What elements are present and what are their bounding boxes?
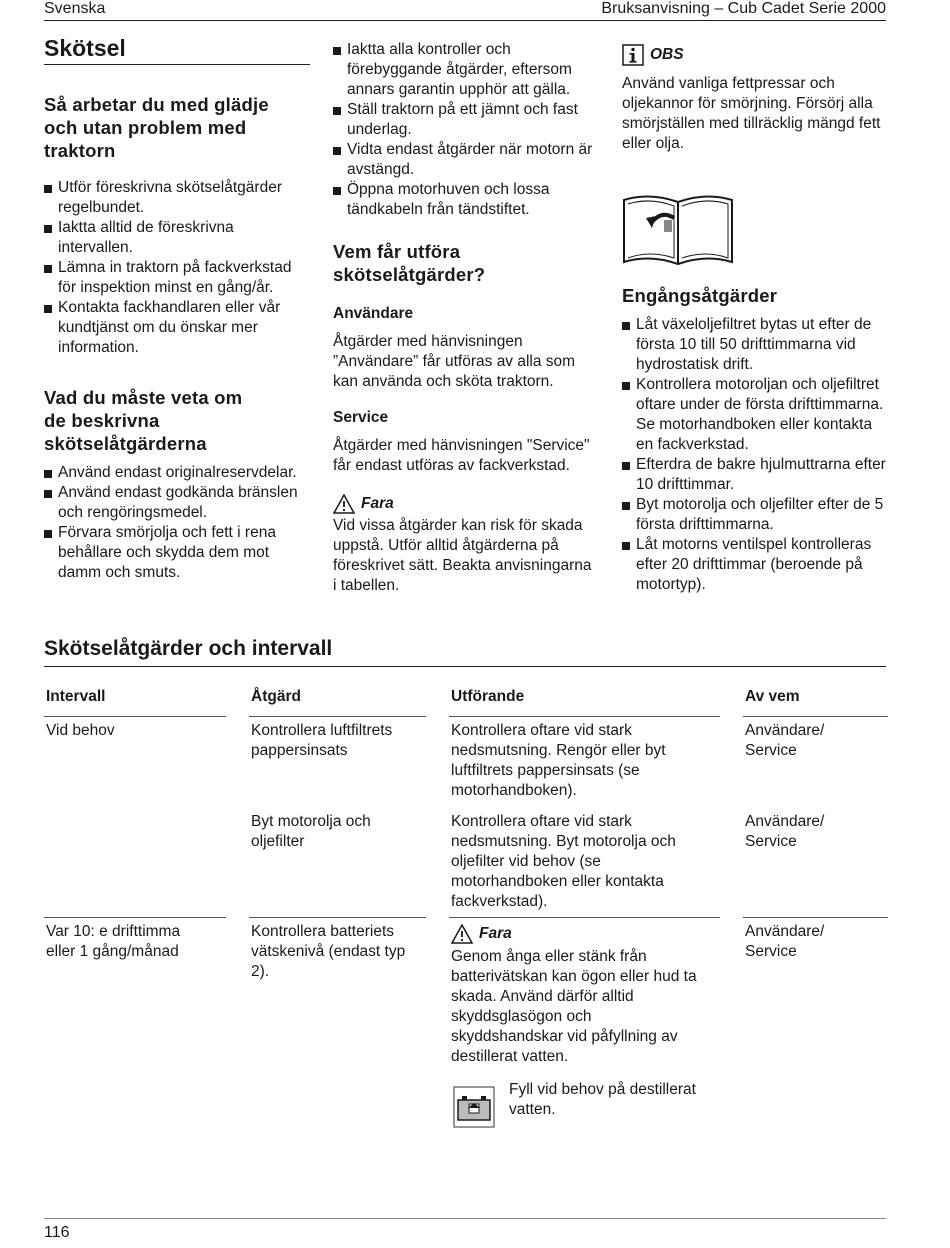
footer-rule <box>44 1218 886 1219</box>
row-3-danger-label: Fara <box>479 925 512 942</box>
table-header-method: Utförande <box>451 688 525 705</box>
table-rule <box>249 716 426 717</box>
page-number: 116 <box>44 1224 70 1241</box>
table-rule <box>743 917 888 918</box>
table-rule <box>249 917 426 918</box>
obs-heading <box>622 44 888 66</box>
section-title: Skötsel <box>44 35 126 61</box>
row-3-fill-text: Fyll vid behov på destillerat vatten. <box>509 1081 696 1118</box>
list-item: Lämna in traktorn på fackverkstad för inspektion minst en gång/år. <box>44 258 310 298</box>
list-item: Låt växeloljefiltret bytas ut efter de första 10 till 50 drifttimmarna vid hydrostatisk drift. <box>622 315 888 375</box>
column-2 <box>333 40 599 596</box>
table-rule <box>743 716 888 717</box>
table-rule <box>449 716 720 717</box>
table-header-interval: Intervall <box>46 688 106 705</box>
battery-icon-box <box>453 1086 495 1133</box>
list-item: Byt motorolja och oljefilter efter de 5 första drifttimmarna. <box>622 495 888 535</box>
column-3 <box>622 44 888 595</box>
column-1 <box>44 35 310 583</box>
list-item: Ställ traktorn på ett jämnt och fast underlag. <box>333 100 599 140</box>
table-header-who: Av vem <box>745 688 800 705</box>
table-row-3-who: Användare/ Service <box>745 923 825 960</box>
table-row-3-interval: Var 10: e drifttimma eller 1 gång/månad <box>46 923 181 960</box>
service-title: Service <box>333 409 389 426</box>
list-item: Vidta endast åtgärder när motorn är avstängd. <box>333 140 599 180</box>
table-row-3-method <box>451 924 713 1067</box>
open-book-icon <box>622 192 734 270</box>
table-row-2-who: Användare/ Service <box>745 813 825 850</box>
table-header-action: Åtgärd <box>251 688 301 705</box>
list-item: Efterdra de bakre hjulmuttrarna efter 10 drifttimmar. <box>622 455 888 495</box>
danger-text: Vid vissa åtgärder kan risk för skada uppstå. Utför alltid åtgärderna på föreskrivet sätt. Beakta anvisningarna i tabellen. <box>333 517 592 594</box>
table-row-1-action: Kontrollera luftfiltrets pappersinsats <box>251 722 393 759</box>
row-3-danger-text: Genom ånga eller stänk från batterivätskan kan ögon eller hud ta skada. Använd därför alltid skyddsglasögon och skyddshandskar vid påfyllning av destillerat vatten. <box>451 948 697 1065</box>
danger-heading <box>333 494 599 514</box>
service-text: Åtgärder med hänvisningen "Service" får endast utföras av fackverkstad. <box>333 437 590 474</box>
warning-triangle-icon <box>333 494 355 514</box>
header-manual-title: Bruksanvisning – Cub Cadet Serie 2000 <box>601 0 886 17</box>
row-3-danger-heading <box>451 924 713 944</box>
list-item: Förvara smörjolja och fett i rena behållare och skydda dem mot damm och smuts. <box>44 523 310 583</box>
table-row-1-interval: Vid behov <box>46 722 115 739</box>
list-item: Använd endast godkända bränslen och rengöringsmedel. <box>44 483 310 523</box>
table-rule <box>44 716 226 717</box>
heading-know: Vad du måste veta om de beskrivna skötselåtgärderna <box>44 387 243 454</box>
list-item: Iaktta alltid de föreskrivna intervallen. <box>44 218 310 258</box>
list-item: Iaktta alla kontroller och förebyggande åtgärder, eftersom annars garantin upphör att gälla. <box>333 40 599 100</box>
heading-happy: Så arbetar du med glädje och utan problem med traktorn <box>44 94 269 161</box>
precaution-list <box>333 40 599 220</box>
table-row-3-action: Kontrollera batteriets vätskenivå (endast typ 2). <box>251 923 406 980</box>
list-item: Låt motorns ventilspel kontrolleras efter 20 drifttimmar (beroende på motortyp). <box>622 535 888 595</box>
heading-once: Engångsåtgärder <box>622 285 778 306</box>
danger-label: Fara <box>361 495 394 512</box>
heading-who: Vem får utföra skötselåtgärder? <box>333 241 486 285</box>
table-row-1-who: Användare/ Service <box>745 722 825 759</box>
obs-label: OBS <box>650 46 684 63</box>
battery-icon <box>453 1086 495 1128</box>
table-row-2-method: Kontrollera oftare vid stark nedsmutsning. Byt motorolja och oljefilter vid behov (se motorhandboken eller kontakta fackverkstad). <box>451 813 676 910</box>
table-row-1-method: Kontrollera oftare vid stark nedsmutsning. Rengör eller byt luftfiltrets pappersinsats (se motorhandboken). <box>451 722 666 799</box>
header-language: Svenska <box>44 0 106 17</box>
list-item: Öppna motorhuven och lossa tändkabeln från tändstiftet. <box>333 180 599 220</box>
table-row-2-action: Byt motorolja och oljefilter <box>251 813 371 850</box>
user-title: Användare <box>333 305 414 322</box>
table-title-rule <box>44 666 886 667</box>
list-item: Använd endast originalreservdelar. <box>44 463 310 483</box>
obs-text: Använd vanliga fettpressar och oljekannor för smörjning. Försörj alla smörjställen med tillräcklig mängd fett eller olja. <box>622 75 881 152</box>
once-list <box>622 315 888 595</box>
list-item: Kontakta fackhandlaren eller vår kundtjänst om du önskar mer information. <box>44 298 310 358</box>
happy-list <box>44 178 310 358</box>
know-list <box>44 463 310 583</box>
table-title: Skötselåtgärder och intervall <box>44 637 333 660</box>
info-icon <box>622 44 644 66</box>
table-rule <box>44 917 226 918</box>
table-rule <box>449 917 720 918</box>
warning-triangle-icon <box>451 924 473 944</box>
section-title-rule <box>44 64 310 65</box>
list-item: Kontrollera motoroljan och oljefiltret oftare under de första drifttimmarna. Se motorhandboken eller kontakta en fackverkstad. <box>622 375 888 455</box>
list-item: Utför föreskrivna skötselåtgärder regelbundet. <box>44 178 310 218</box>
header-rule <box>44 20 886 21</box>
user-text: Åtgärder med hänvisningen ”Användare” får utföras av alla som kan använda och sköta traktorn. <box>333 333 576 390</box>
